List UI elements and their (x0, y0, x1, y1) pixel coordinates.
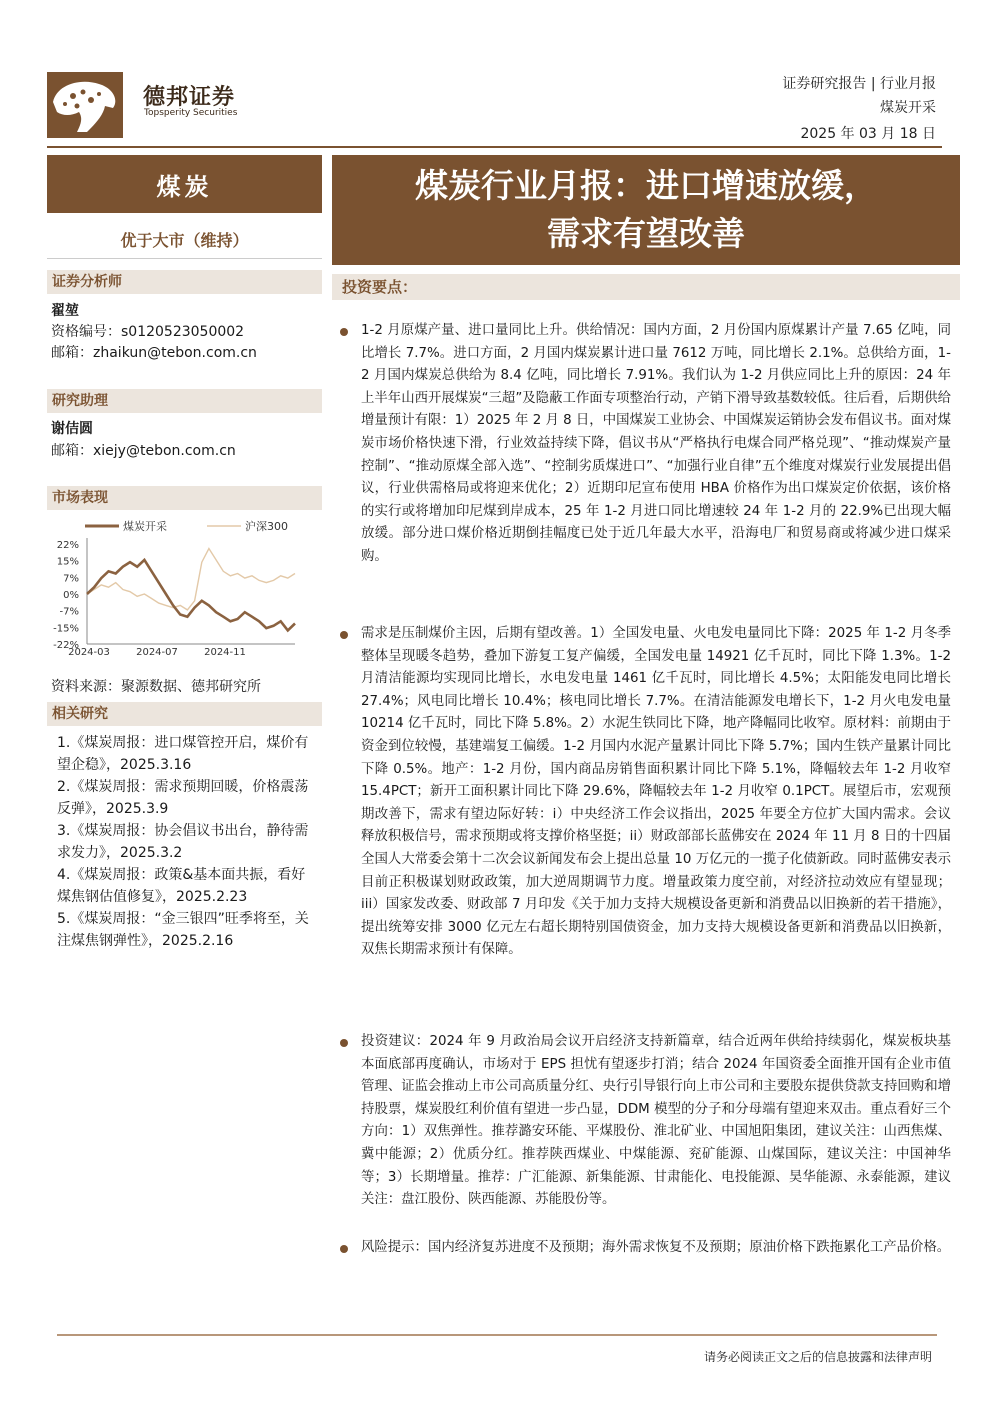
market-heading: 市场表现 (47, 486, 322, 510)
x-tick-label: 2024-11 (204, 647, 246, 658)
y-tick-label: 22% (56, 540, 79, 551)
bullet-icon (340, 328, 348, 336)
footer-divider (57, 1334, 937, 1336)
related-item[interactable]: 4.《煤炭周报：政策&基本面共振，看好煤焦钢估值修复》，2025.2.23 (57, 867, 306, 905)
assistant-name: 谢佶圆 (51, 421, 93, 437)
related-item[interactable]: 1.《煤炭周报：进口煤管控开启，煤价有望企稳》，2025.3.16 (57, 735, 309, 773)
y-tick-label: -7% (59, 606, 79, 618)
report-type: 证券研究报告 | 行业月报 (782, 76, 936, 92)
y-tick-label: -22% (53, 640, 79, 651)
analyst-cert: 资格编号：s0120523050002 (51, 324, 245, 340)
analyst-email[interactable]: 邮箱：zhaikun@tebon.com.cn (51, 345, 257, 361)
series-line (87, 560, 295, 631)
y-tick-label: 0% (63, 590, 79, 601)
legend-label: 煤炭开采 (123, 520, 167, 533)
sector-label: 煤炭 (47, 155, 322, 213)
related-item[interactable]: 3.《煤炭周报：协会倡议书出台，静待需求发力》，2025.3.2 (57, 823, 309, 861)
key-points-heading: 投资要点： (332, 274, 960, 300)
title-line-1: 煤炭行业月报：进口增速放缓， (415, 166, 877, 205)
chart-source: 资料来源：聚源数据、德邦研究所 (51, 679, 261, 695)
header-divider (47, 146, 942, 148)
bullet-icon (340, 631, 348, 639)
analyst-heading: 证券分析师 (47, 270, 322, 294)
assistant-heading: 研究助理 (47, 389, 322, 413)
rating: 优于大市（维持） (120, 231, 249, 250)
y-tick-label: 7% (63, 573, 79, 585)
sub-sector: 煤炭开采 (880, 100, 936, 116)
legend-label: 沪深300 (245, 520, 288, 533)
y-tick-label: -15% (53, 623, 79, 635)
key-point-supply: 1-2 月原煤产量、进口量同比上升。供给情况：国内方面，2 月份国内原煤累计产量 7.65 亿吨，同比增长 7.7%。进口方面，2 月国内煤炭累计进口量 7612 万吨，同比增长 2.1%。总供给方面，1-2 月国内煤炭总供给为 8.4 亿吨，同比增长 7.91%。我们认为 1-2 月供应同比上升的原因：24 年上半年山西开展煤炭“三超”及隐蔽工作面专项整治行动，产销下滑导致基数较低。往后看，后期供给增量预计有限：1）2025 年 2 月 8 日，中国煤炭工业协会、中国煤炭运销协会发布倡议书。面对煤炭市场价格快速下滑，行业效益持续下降，倡议书从“严格执行电煤合同严格兑现”、“推动煤炭产量控制”、“推动原煤全部入选”、“控制劣质煤进口”、“加强行业自律”五个维度对煤炭行业发展提出倡议，行业供需格局或将迎来优化；2）近期印尼宣布使用 HBA 价格作为出口煤炭定价依据，该价格的实行或将增加印尼煤到岸成本，25 年 1-2 月进口同比增速较 24 年 1-2 月的 22.9%已出现大幅放缓。部分进口煤价格近期倒挂幅度已处于近几年最大水平，沿海电厂和贸易商或将减少进口煤采购。 (361, 323, 951, 564)
related-heading: 相关研究 (47, 702, 322, 726)
y-tick-label: 15% (56, 556, 79, 568)
analyst-name: 翟堃 (51, 303, 79, 319)
key-point-risk: 风险提示：国内经济复苏进度不及预期；海外需求恢复不及预期；原油价格下跌拖累化工产品价格。 (361, 1240, 951, 1255)
report-title (332, 155, 960, 265)
title-line-2: 需求有望改善 (547, 214, 745, 253)
market-chart (47, 516, 322, 666)
brand-logo (47, 72, 123, 138)
brand-name-cn: 德邦证券 (143, 85, 236, 110)
x-tick-label: 2024-03 (68, 647, 110, 658)
series-line (87, 549, 295, 610)
bullet-icon (340, 1245, 348, 1253)
bullet-icon (340, 1039, 348, 1047)
key-point-demand: 需求是压制煤价主因，后期有望改善。1）全国发电量、火电发电量同比下降：2025 年 1-2 月冬季整体呈现暖冬趋势，叠加下游复工复产偏缓，全国发电量 14921 亿千瓦时，同比下降 1.3%。1-2 月清洁能源均实现同比增长，水电发电量 1461 亿千瓦时，同比增长 4.5%；太阳能发电同比增长 27.4%；风电同比增长 10.4%；核电同比增长 7.7%。在清洁能源发电增长下，1-2 月火电发电量 10214 亿千瓦时，同比下降 5.8%。2）水泥生铁同比下降，地产降幅同比收窄。原材料：前期由于资金到位较慢，基建端复工偏缓。1-2 月国内水泥产量累计同比下降 5.7%；国内生铁产量累计同比下降 0.5%。地产：1-2 月份，国内商品房销售面积累计同比下降 5.1%，降幅较去年 1-2 月收窄 15.4PCT；新开工面积累计同比下降 29.6%，降幅较去年 1-2 月收窄 0.1PCT。展望后市，宏观预期改善下，需求有望边际好转：i）中央经济工作会议指出，2025 年要全方位扩大国内需求。会议释放积极信号，需求预期或将支撑价格坚挺；ii）财政部部长蓝佛安在 2024 年 11 月 8 日的十四届全国人大常委会第十二次会议新闻发布会上提出总量 10 万亿元的一揽子化债新政。同时蓝佛安表示目前正积极谋划财政政策，加大逆周期调节力度。增量政策力度空前，对经济拉动效应有望显现；iii）国家发改委、财政部 7 月印发《关于加力支持大规模设备更新和消费品以旧换新的若干措施》，提出统筹安排 3000 亿元左右超长期特别国债资金，加力支持大规模设备更新和消费品以旧换新，双焦长期需求预计有保障。 (361, 626, 951, 958)
x-tick-label: 2024-07 (136, 647, 178, 658)
brand-name-en: Topsperity Securities (144, 108, 238, 118)
market-chart-svg (47, 516, 322, 666)
assistant-email[interactable]: 邮箱：xiejy@tebon.com.cn (51, 443, 236, 459)
report-date: 2025 年 03 月 18 日 (800, 126, 936, 142)
related-item[interactable]: 2.《煤炭周报：需求预期回暖，价格震荡反弹》，2025.3.9 (57, 779, 309, 817)
footer-disclaimer: 请务必阅读正文之后的信息披露和法律声明 (703, 1350, 932, 1364)
related-item[interactable]: 5.《煤炭周报：“金三银四”旺季将至，关注煤焦钢弹性》，2025.2.16 (57, 911, 309, 949)
leopard-icon (47, 72, 123, 138)
key-point-investment: 投资建议：2024 年 9 月政治局会议开启经济支持新篇章，结合近两年供给持续弱化，煤炭板块基本面底部再度确认，市场对于 EPS 担忧有望逐步打消；结合 2024 年国资委全面推开国有企业市值管理、证监会推动上市公司高质量分红、央行引导银行向上市公司和主要股东提供贷款支持回购和增持股票，煤炭股红利价值有望进一步凸显，DDM 模型的分子和分母端有望迎来双击。重点看好三个方向：1）双焦弹性。推荐潞安环能、平煤股份、淮北矿业、中国旭阳集团，建议关注：山西焦煤、冀中能源；2）优质分红。推荐陕西煤业、中煤能源、兖矿能源、山煤国际，建议关注：中国神华等；3）长期增量。推荐：广汇能源、新集能源、甘肃能化、电投能源、昊华能源、永泰能源，建议关注：盘江股份、陕西能源、苏能股份等。 (361, 1034, 951, 1208)
divider (47, 258, 322, 259)
